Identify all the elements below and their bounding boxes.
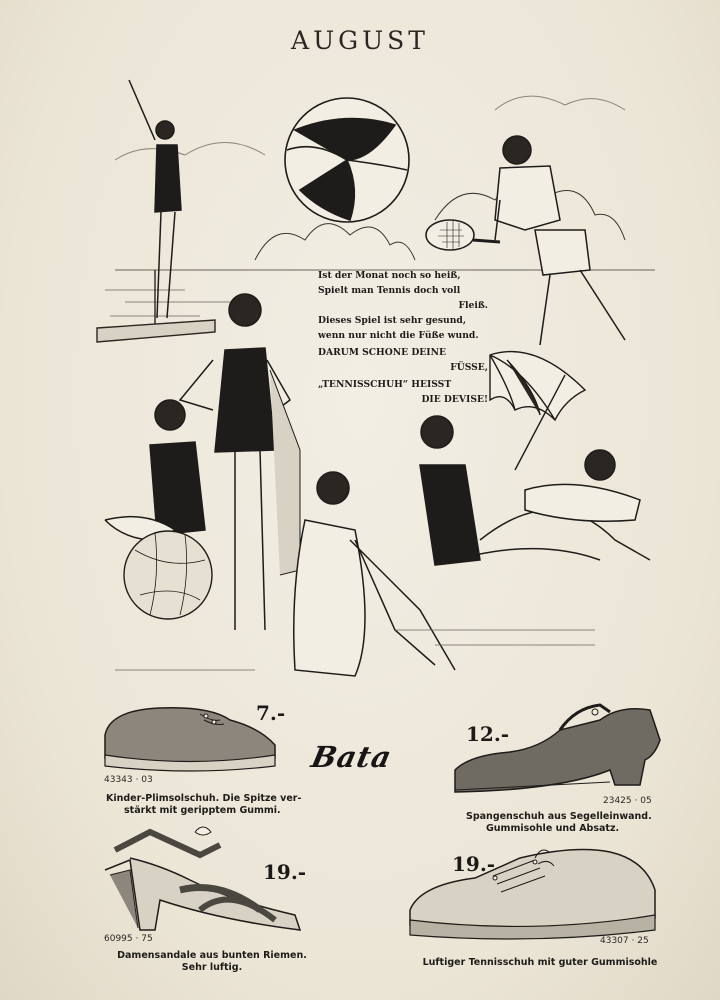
- page-title: AUGUST: [291, 26, 429, 55]
- tennis-shoe-illustration: [405, 840, 660, 945]
- beach-ball: [285, 98, 409, 222]
- product-caption-line: Kinder-Plimsolschuh. Die Spitze ver-: [106, 793, 302, 804]
- price-label: 7.-: [256, 701, 286, 725]
- poem-line: Fleiß.: [458, 300, 488, 311]
- sitting-man-figure: [105, 400, 205, 540]
- strap-shoe-illustration: [450, 700, 665, 800]
- price-label: 12.-: [466, 722, 510, 746]
- diving-board: [97, 270, 215, 342]
- poem-slogan-line: „TENNISSCHUH“ HEISST: [318, 379, 452, 390]
- beach-ball-small: [124, 531, 212, 619]
- parasol: [490, 352, 585, 470]
- product-caption: [420, 957, 660, 969]
- product-caption-line: Luftiger Tennisschuh mit guter Gummisohle: [422, 957, 658, 968]
- price-label: 19.-: [263, 860, 307, 884]
- poem-line: wenn nur nicht die Füße wund.: [318, 330, 479, 341]
- bata-logo: Bata: [308, 740, 396, 774]
- product-caption-line: Spangenschuh aus Segelleinwand.: [466, 811, 652, 822]
- product-caption-line: Damensandale aus bunten Riemen.: [117, 950, 307, 961]
- poem-slogan-line: DARUM SCHONE DEINE: [318, 347, 447, 358]
- price-label: 19.-: [452, 852, 496, 876]
- poem-line: Ist der Monat noch so heiß,: [318, 270, 461, 281]
- product-caption: [106, 793, 306, 817]
- article-number: 60995 · 75: [104, 934, 153, 944]
- article-number: 23425 · 05: [603, 796, 652, 806]
- poem-text-block: [318, 268, 488, 407]
- plimsol-shoe-illustration: [100, 700, 280, 775]
- article-number: 43343 · 03: [104, 775, 153, 785]
- poem-line: Dieses Spiel ist sehr gesund,: [318, 315, 467, 326]
- poem-slogan-line: DIE DEVISE!: [421, 394, 488, 405]
- poem-line: Spielt man Tennis doch voll: [318, 285, 461, 296]
- lying-man-figure: [525, 450, 640, 521]
- article-number: 43307 · 25: [600, 936, 649, 946]
- product-caption-line: Gummisohle und Absatz.: [486, 823, 620, 834]
- product-caption: [466, 811, 666, 835]
- product-caption-line: Sehr luftig.: [181, 962, 243, 973]
- poem-slogan-line: FÜSSE,: [450, 362, 488, 373]
- product-caption: [117, 950, 307, 974]
- product-caption-line: stärkt mit geripptem Gummi.: [124, 805, 281, 816]
